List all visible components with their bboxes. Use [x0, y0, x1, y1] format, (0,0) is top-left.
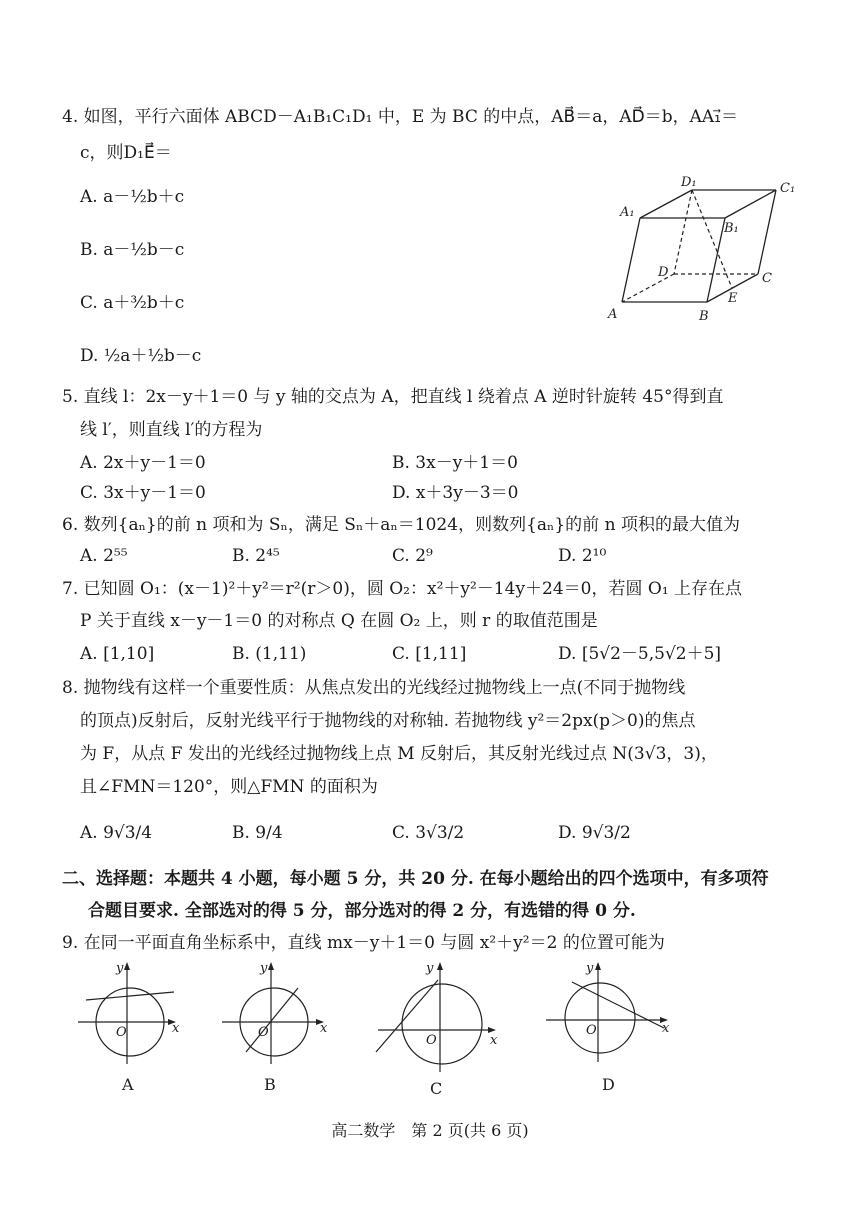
graph-b-y-label: y [260, 961, 268, 976]
graph-c-caption: C [430, 1079, 443, 1098]
label-a: A [608, 307, 618, 322]
q8-option-b: B. 9/4 [232, 823, 283, 843]
section2-instructions-line1: 二、选择题：本题共 4 小题，每小题 5 分，共 20 分. 在每小题给出的四个选项中，有多项符 [62, 869, 769, 889]
label-b1: B₁ [724, 221, 739, 236]
graph-a-caption: A [122, 1075, 134, 1094]
q7-option-b: B. (1,11) [232, 644, 307, 664]
q5-option-c: C. 3x＋y－1＝0 [80, 483, 206, 503]
q5-option-a: A. 2x＋y－1＝0 [80, 453, 206, 473]
q6-option-d: D. 2¹⁰ [558, 546, 607, 566]
graph-b-origin: O [258, 1025, 269, 1040]
q7-stem-line2: P 关于直线 x－y－1＝0 的对称点 Q 在圆 O₂ 上，则 r 的取值范围是 [80, 611, 598, 631]
graph-b-x-label: x [320, 1021, 328, 1036]
label-c: C [762, 271, 772, 286]
graph-a-x-label: x [172, 1021, 180, 1036]
q7-stem-line1: 7. 已知圆 O₁：(x－1)²＋y²＝r²(r＞0)，圆 O₂：x²＋y²－14y＋24＝0，若圆 O₁ 上存在点 [62, 579, 743, 599]
graph-d-y-label: y [586, 961, 594, 976]
q8-option-a: A. 9√3/4 [80, 823, 153, 843]
q7-option-a: A. [1,10] [80, 644, 155, 664]
page-footer: 高二数学 第 2 页(共 6 页) [331, 1121, 529, 1140]
q5-option-b: B. 3x－y＋1＝0 [392, 453, 518, 473]
q5-stem-line2: 线 l′，则直线 l′的方程为 [80, 420, 263, 440]
graph-d-caption: D [602, 1075, 615, 1094]
q8-stem-line2: 的顶点)反射后，反射光线平行于抛物线的对称轴. 若抛物线 y²＝2px(p＞0)的焦点 [80, 711, 696, 731]
q4-option-b: B. a－½b－c [80, 240, 185, 260]
q6-option-a: A. 2⁵⁵ [80, 546, 128, 566]
q9-stem-line1: 9. 在同一平面直角坐标系中，直线 mx－y＋1＝0 与圆 x²＋y²＝2 的位置可能为 [62, 933, 665, 953]
label-e: E [728, 291, 738, 306]
graph-c-y-label: y [426, 961, 434, 976]
graph-c-x-label: x [490, 1033, 498, 1048]
graph-c-origin: O [426, 1033, 437, 1048]
graph-a-y-label: y [116, 961, 124, 976]
q4-stem-line2: c，则D₁E⃗＝ [80, 143, 172, 163]
q4-option-c: C. a＋³⁄₂b＋c [80, 293, 185, 313]
graph-d-x-label: x [662, 1021, 670, 1036]
q8-option-c: C. 3√3/2 [392, 823, 465, 843]
q8-stem-line4: 且∠FMN＝120°，则△FMN 的面积为 [80, 777, 378, 797]
q6-stem-line1: 6. 数列{aₙ}的前 n 项和为 Sₙ，满足 Sₙ＋aₙ＝1024，则数列{aₙ}的前 n 项积的最大值为 [62, 515, 740, 535]
q6-option-c: C. 2⁹ [392, 546, 433, 566]
label-c1: C₁ [780, 181, 796, 196]
q4-stem-line1: 4. 如图，平行六面体 ABCD－A₁B₁C₁D₁ 中，E 为 BC 的中点，AB⃗＝a，AD⃗＝b，AA₁⃗＝ [62, 107, 738, 127]
q8-stem-line1: 8. 抛物线有这样一个重要性质：从焦点发出的光线经过抛物线上一点(不同于抛物线 [62, 678, 686, 698]
graph-b-caption: B [264, 1075, 276, 1094]
q7-option-d: D. [5√2－5,5√2＋5] [558, 644, 722, 664]
q8-option-d: D. 9√3/2 [558, 823, 631, 843]
q4-option-a: A. a－½b＋c [80, 187, 185, 207]
q4-option-d: D. ½a＋½b－c [80, 346, 202, 366]
q5-option-d: D. x＋3y－3＝0 [392, 483, 519, 503]
q8-stem-line3: 为 F，从点 F 发出的光线经过抛物线上点 M 反射后，其反射光线过点 N(3√3，3)， [80, 744, 718, 764]
label-d: D [658, 265, 669, 280]
graph-a-origin: O [116, 1025, 127, 1040]
label-b: B [699, 309, 709, 324]
q6-option-b: B. 2⁴⁵ [232, 546, 280, 566]
q5-stem-line1: 5. 直线 l：2x－y＋1＝0 与 y 轴的交点为 A，把直线 l 绕着点 A 逆时针旋转 45°得到直 [62, 387, 724, 407]
section2-instructions-line2: 合题目要求. 全部选对的得 5 分，部分选对的得 2 分，有选错的得 0 分. [88, 901, 636, 921]
graph-d-origin: O [586, 1023, 597, 1038]
q7-option-c: C. [1,11] [392, 644, 467, 664]
label-a1: A₁ [620, 205, 635, 220]
label-d1: D₁ [681, 175, 697, 190]
